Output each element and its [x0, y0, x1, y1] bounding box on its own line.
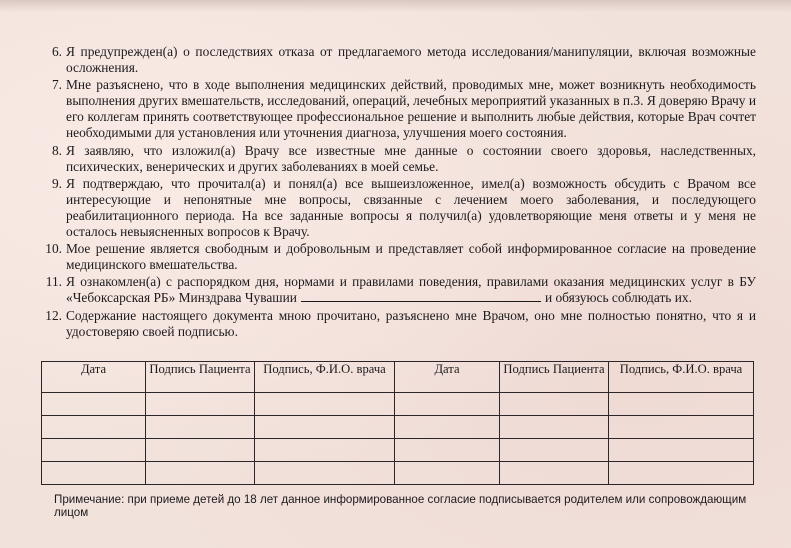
- consent-item-7: [40, 77, 756, 141]
- consent-item-9: [40, 176, 756, 240]
- table-cell[interactable]: [395, 439, 500, 462]
- footnote: Примечание: при приеме детей до 18 лет данное информированное согласие подписывается родителем или сопровождающим лицом: [54, 493, 747, 519]
- table-cell[interactable]: [146, 393, 255, 416]
- item-text: Мое решение является свободным и добровольным и представляет собой информированное согласие на проведение медицинского вмешательства.: [66, 241, 756, 273]
- table-cell[interactable]: [146, 462, 255, 485]
- table-row: [42, 439, 754, 462]
- item-text: Я предупрежден(а) о последствиях отказа от предлагаемого метода исследования/манипуляции, включая возможные осложнения.: [66, 44, 756, 76]
- table-cell[interactable]: [255, 416, 395, 439]
- consent-item-11: [40, 274, 756, 306]
- consent-item-12: [40, 308, 756, 340]
- table-cell[interactable]: [42, 416, 146, 439]
- consent-item-6: [40, 44, 756, 76]
- item-number: 8.: [51, 142, 62, 158]
- item-text: Я заявляю, что изложил(а) Врачу все известные мне данные о состоянии своего здоровья, наследственных, психических, венерических и других заболеваниях в моей семье.: [66, 142, 756, 174]
- item-text: Я подтверждаю, что прочитал(а) и понял(а) все вышеизложенное, имел(а) возможность обсудить с Врачом все интересующие и непонятные мне вопросы, связанные с лечением моего заболевания, и последующего реабилитационного периода. На все заданные вопросы я получил(а) удовлетворяющие меня ответы и у меня не осталось невыясненных вопросов к Врачу.: [66, 175, 756, 240]
- item-text: [66, 274, 756, 306]
- item-text: Содержание настоящего документа мною прочитано, разъяснено мне Врачом, оно мне полностью понятно, что я и удостоверяю своей подписью.: [66, 307, 756, 339]
- header-date: Дата: [395, 362, 500, 393]
- table-cell[interactable]: [609, 439, 754, 462]
- item-number: 12.: [45, 307, 62, 323]
- item-number: 9.: [51, 175, 62, 191]
- table-row: [42, 462, 754, 485]
- header-doctor-signature: Подпись, Ф.И.О. врача: [609, 362, 754, 393]
- table-cell[interactable]: [500, 439, 609, 462]
- consent-item-10: [40, 241, 756, 273]
- item-number: 7.: [51, 77, 62, 93]
- consent-items: [40, 44, 756, 341]
- signature-table-header: [42, 362, 754, 393]
- header-date: Дата: [42, 362, 146, 393]
- table-cell[interactable]: [500, 416, 609, 439]
- item-11-text-before: Я ознакомлен(а) с распорядком дня, нормами и правилами поведения, правилами оказания медицинских услуг в БУ «Чебоксарская РБ» Минздрава Чувашии: [66, 274, 756, 306]
- table-cell[interactable]: [42, 439, 146, 462]
- signature-table: [41, 361, 754, 485]
- item-number: 11.: [45, 274, 62, 290]
- table-cell[interactable]: [146, 416, 255, 439]
- table-cell[interactable]: [42, 462, 146, 485]
- table-cell[interactable]: [146, 439, 255, 462]
- table-cell[interactable]: [395, 393, 500, 416]
- table-cell[interactable]: [609, 393, 754, 416]
- item-number: 10.: [45, 241, 62, 257]
- table-cell[interactable]: [395, 416, 500, 439]
- header-patient-signature: Подпись Пациента: [500, 362, 609, 393]
- table-cell[interactable]: [395, 462, 500, 485]
- item-text: Мне разъяснено, что в ходе выполнения медицинских действий, проводимых мне, может возникнуть необходимость выполнения других вмешательств, исследований, операций, лечебных мероприятий указанных в п.3. Я доверяю Врачу и его коллегам принять соответствующее профессиональное решение и выполнить любые действия, которые Врач сочтет необходимыми для установления или уточнения диагноза, улучшения моего состояния.: [66, 77, 756, 141]
- paper-fold-shadow: [0, 0, 791, 12]
- table-cell[interactable]: [42, 393, 146, 416]
- consent-item-8: [40, 143, 756, 175]
- table-cell[interactable]: [500, 462, 609, 485]
- table-cell[interactable]: [500, 393, 609, 416]
- blank-line: [301, 290, 541, 302]
- item-11-text-after: и обязуюсь соблюдать их.: [544, 290, 692, 306]
- table-cell[interactable]: [255, 462, 395, 485]
- table-cell[interactable]: [255, 393, 395, 416]
- item-number: 6.: [51, 44, 62, 59]
- table-cell[interactable]: [609, 416, 754, 439]
- table-row: [42, 416, 754, 439]
- header-patient-signature: Подпись Пациента: [146, 362, 255, 393]
- table-row: [42, 393, 754, 416]
- header-doctor-signature: Подпись, Ф.И.О. врача: [255, 362, 395, 393]
- table-cell[interactable]: [609, 462, 754, 485]
- table-cell[interactable]: [255, 439, 395, 462]
